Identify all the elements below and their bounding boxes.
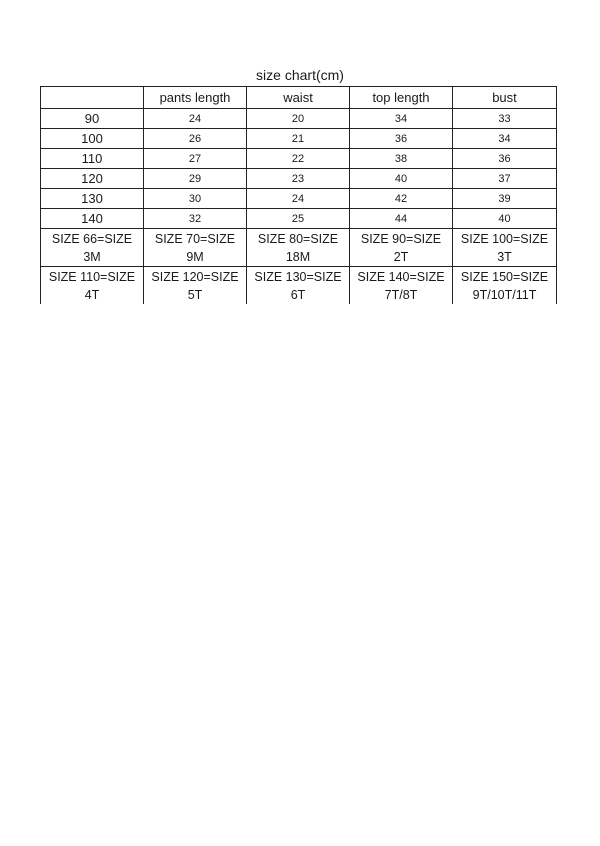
size-map-line2: 7T/8T [384, 287, 418, 302]
size-map-cell [41, 267, 144, 305]
size-map-line1: SIZE 70=SIZE [154, 231, 236, 246]
size-map-line1: SIZE 66=SIZE [51, 231, 133, 246]
size-map-line1: SIZE 120=SIZE [151, 269, 239, 284]
size-map-line1: SIZE 150=SIZE [460, 269, 549, 284]
pants-length-cell: 29 [144, 169, 247, 189]
pants-length-cell: 24 [144, 109, 247, 129]
table-row [41, 209, 557, 229]
size-map-row [41, 267, 557, 305]
top-length-cell: 36 [350, 129, 453, 149]
table-row [41, 109, 557, 129]
size-map-cell [350, 229, 453, 267]
size-map-cell [247, 229, 350, 267]
bust-cell: 37 [453, 169, 557, 189]
chart-title: size chart(cm) [256, 67, 344, 83]
size-map-line2: 6T [290, 287, 306, 302]
table-row [41, 169, 557, 189]
size-map-line2: 3T [497, 249, 512, 264]
pants-length-cell: 30 [144, 189, 247, 209]
size-map-line1: SIZE 140=SIZE [357, 269, 445, 284]
waist-cell: 23 [247, 169, 350, 189]
size-map-cell [144, 229, 247, 267]
size-map-line2: 5T [187, 287, 203, 302]
size-map-cell [453, 229, 557, 267]
top-length-cell: 40 [350, 169, 453, 189]
table-row [41, 149, 557, 169]
size-cell: 120 [41, 169, 144, 189]
size-cell: 90 [41, 109, 144, 129]
top-length-cell: 34 [350, 109, 453, 129]
size-map-line2: 2T [393, 249, 409, 264]
waist-cell: 20 [247, 109, 350, 129]
bust-cell: 33 [453, 109, 557, 129]
header-cell-top-length: top length [350, 87, 453, 109]
size-cell: 130 [41, 189, 144, 209]
top-length-cell: 44 [350, 209, 453, 229]
size-map-cell [247, 267, 350, 305]
top-length-cell: 38 [350, 149, 453, 169]
pants-length-cell: 26 [144, 129, 247, 149]
waist-cell: 22 [247, 149, 350, 169]
size-map-line2: 18M [285, 249, 311, 264]
size-map-line2: 4T [84, 287, 100, 302]
header-row [41, 87, 557, 109]
header-cell-waist: waist [247, 87, 350, 109]
bust-cell: 40 [453, 209, 557, 229]
bust-cell: 39 [453, 189, 557, 209]
header-cell-pants-length: pants length [144, 87, 247, 109]
pants-length-cell: 27 [144, 149, 247, 169]
size-map-cell [41, 229, 144, 267]
waist-cell: 25 [247, 209, 350, 229]
header-cell-size [41, 87, 144, 109]
size-map-line2: 9M [186, 249, 204, 264]
size-map-line1: SIZE 80=SIZE [257, 231, 339, 246]
size-map-line1: SIZE 100=SIZE [460, 231, 549, 246]
top-length-cell: 42 [350, 189, 453, 209]
size-map-cell [453, 267, 557, 305]
size-map-line1: SIZE 110=SIZE [48, 269, 136, 284]
size-cell: 140 [41, 209, 144, 229]
size-map-line2: 9T/10T/11T [472, 287, 537, 302]
size-map-cell [144, 267, 247, 305]
size-map-line1: SIZE 130=SIZE [254, 269, 342, 284]
size-map-line2: 3M [83, 249, 101, 264]
size-cell: 110 [41, 149, 144, 169]
bust-cell: 36 [453, 149, 557, 169]
waist-cell: 21 [247, 129, 350, 149]
size-chart-table [40, 86, 557, 304]
waist-cell: 24 [247, 189, 350, 209]
size-cell: 100 [41, 129, 144, 149]
table-row [41, 189, 557, 209]
size-map-cell [350, 267, 453, 305]
bust-cell: 34 [453, 129, 557, 149]
pants-length-cell: 32 [144, 209, 247, 229]
size-map-row [41, 229, 557, 267]
table-row [41, 129, 557, 149]
size-map-line1: SIZE 90=SIZE [360, 231, 442, 246]
header-cell-bust: bust [453, 87, 557, 109]
